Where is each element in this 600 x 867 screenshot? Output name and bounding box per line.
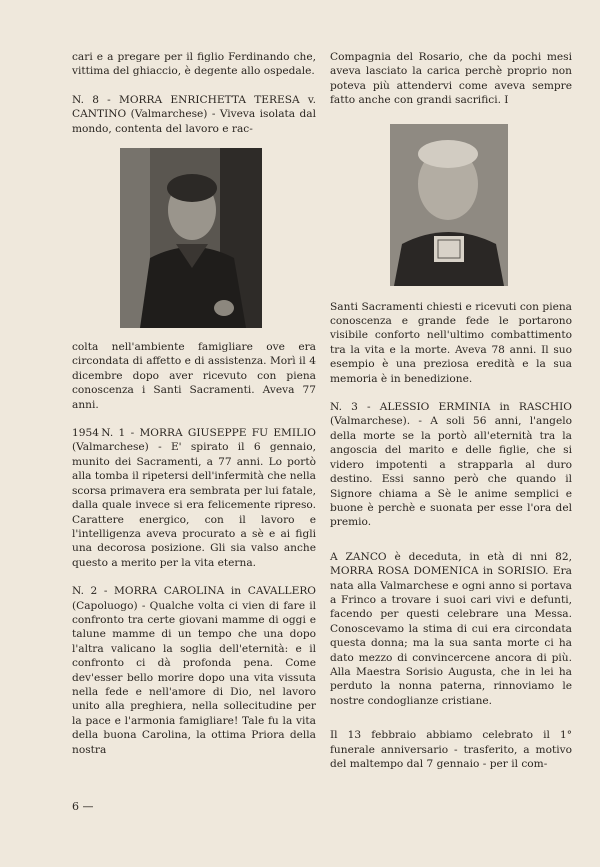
portrait-photo-elderly-woman	[390, 124, 508, 286]
portrait-image	[120, 148, 262, 328]
right-column	[330, 50, 572, 771]
paragraph-funeral-anniversary: Il 13 febbraio abbiamo celebrato il 1° funerale anniversario - trasferito, a motivo del maltempo dal 7 gennaio - per il com-	[330, 729, 572, 770]
right-paragraph-1: Compagnia del Rosario, che da pochi mesi aveva lasciato la carica perchè proprio non poteva più attendervi come aveva sempre fatto anche con grandi sacrifici. I	[330, 51, 572, 107]
obituary-morra-giuseppe-text: N. 1 - MORRA GIUSEPPE FU EMILIO (Valmarchese) - E' spirato il 6 gennaio, munito dei Sacramenti, a 77 anni. Lo portò alla tomba il ripetersi dell'infermità che nella scorsa primavera era sembrata per lui fatale, dalla quale invece si era felicemente ripreso. Carattere energico, con il lavoro e l'intelligenza aveva procurato a sè e ai figli una decorosa posizione. Gli sia valso anche questo a merito per la vita eterna.	[72, 427, 316, 569]
page-number: 6 —	[72, 800, 94, 813]
portrait-image	[390, 124, 508, 286]
obituary-morra-rosa-domenica: A ZANCO è deceduta, in età di nni 82, MORRA ROSA DOMENICA in SORISIO. Era nata alla Valmarchese e ogni anno si portava a Frinco a trovare i suoi cari vivi e defunti, facendo per questi celebrare una Messa. Conoscevamo la stima di cui era circondata questa donna; ma la sua santa morte ci ha dato mezzo di convincercene ancora di più. Alla Maestra Sorisio Augusta, che in lei ha perduto la nonna paterna, rinnoviamo le nostre condoglianze cristiane.	[330, 550, 572, 707]
right-paragraph-continued: Santi Sacramenti chiesti e ricevuti con piena conoscenza e grande fede le portarono visibile conforto nell'ultimo combattimento tra la vita e la morte. Aveva 78 anni. Il suo esempio è una preziosa eredità e la sua memoria è in benedizione.	[330, 300, 572, 385]
obituary-morra-enrichetta-teresa: N. 8 - MORRA ENRICHETTA TERESA v. CANTINO (Valmarchese) - Viveva isolata dal mondo, contenta del lavoro e rac-	[72, 93, 316, 135]
year-label: 1954	[72, 427, 99, 440]
obituary-morra-carolina: N. 2 - MORRA CAROLINA in CAVALLERO (Capoluogo) - Qualche volta ci vien di fare il confronto tra certe giovani mamme di oggi e talune mamme di un tempo che una dopo l'altra valicano la soglia dell'eternità: e il confronto ci dà profonda pena. Come dev'esser bello morire dopo una vita vissuta nella fede e nell'amore di Dio, nel lavoro unito alla preghiera, nella sollecitudine per la pace e l'armonia famigliare! Tale fu la vita della buona Carolina, la ottima Priora della nostra	[72, 585, 316, 756]
left-column	[72, 50, 316, 757]
left-paragraph-1: cari e a pregare per il figlio Ferdinando che, vittima del ghiaccio, è degente allo ospedale.	[72, 51, 316, 78]
left-paragraph-continued: colta nell'ambiente famigliare ove era circondata di affetto e di assistenza. Morì il 4 dicembre dopo aver ricevuto con piena conoscenza i Santi Sacramenti. Aveva 77 anni.	[72, 341, 316, 411]
obituary-alessio-erminia: N. 3 - ALESSIO ERMINIA in RASCHIO (Valmarchese). - A soli 56 anni, l'angelo della morte se la portò all'eternità tra la angoscia del marito e delle figlie, che si videro impotenti a strapparla al duro destino. Essi sanno però che quando il Signore chiama a Sè le anime semplici e buone è perchè e suonata per esse l'ora del premio.	[330, 401, 572, 529]
obituary-morra-giuseppe	[72, 426, 316, 570]
portrait-photo-elderly-man	[120, 148, 262, 328]
